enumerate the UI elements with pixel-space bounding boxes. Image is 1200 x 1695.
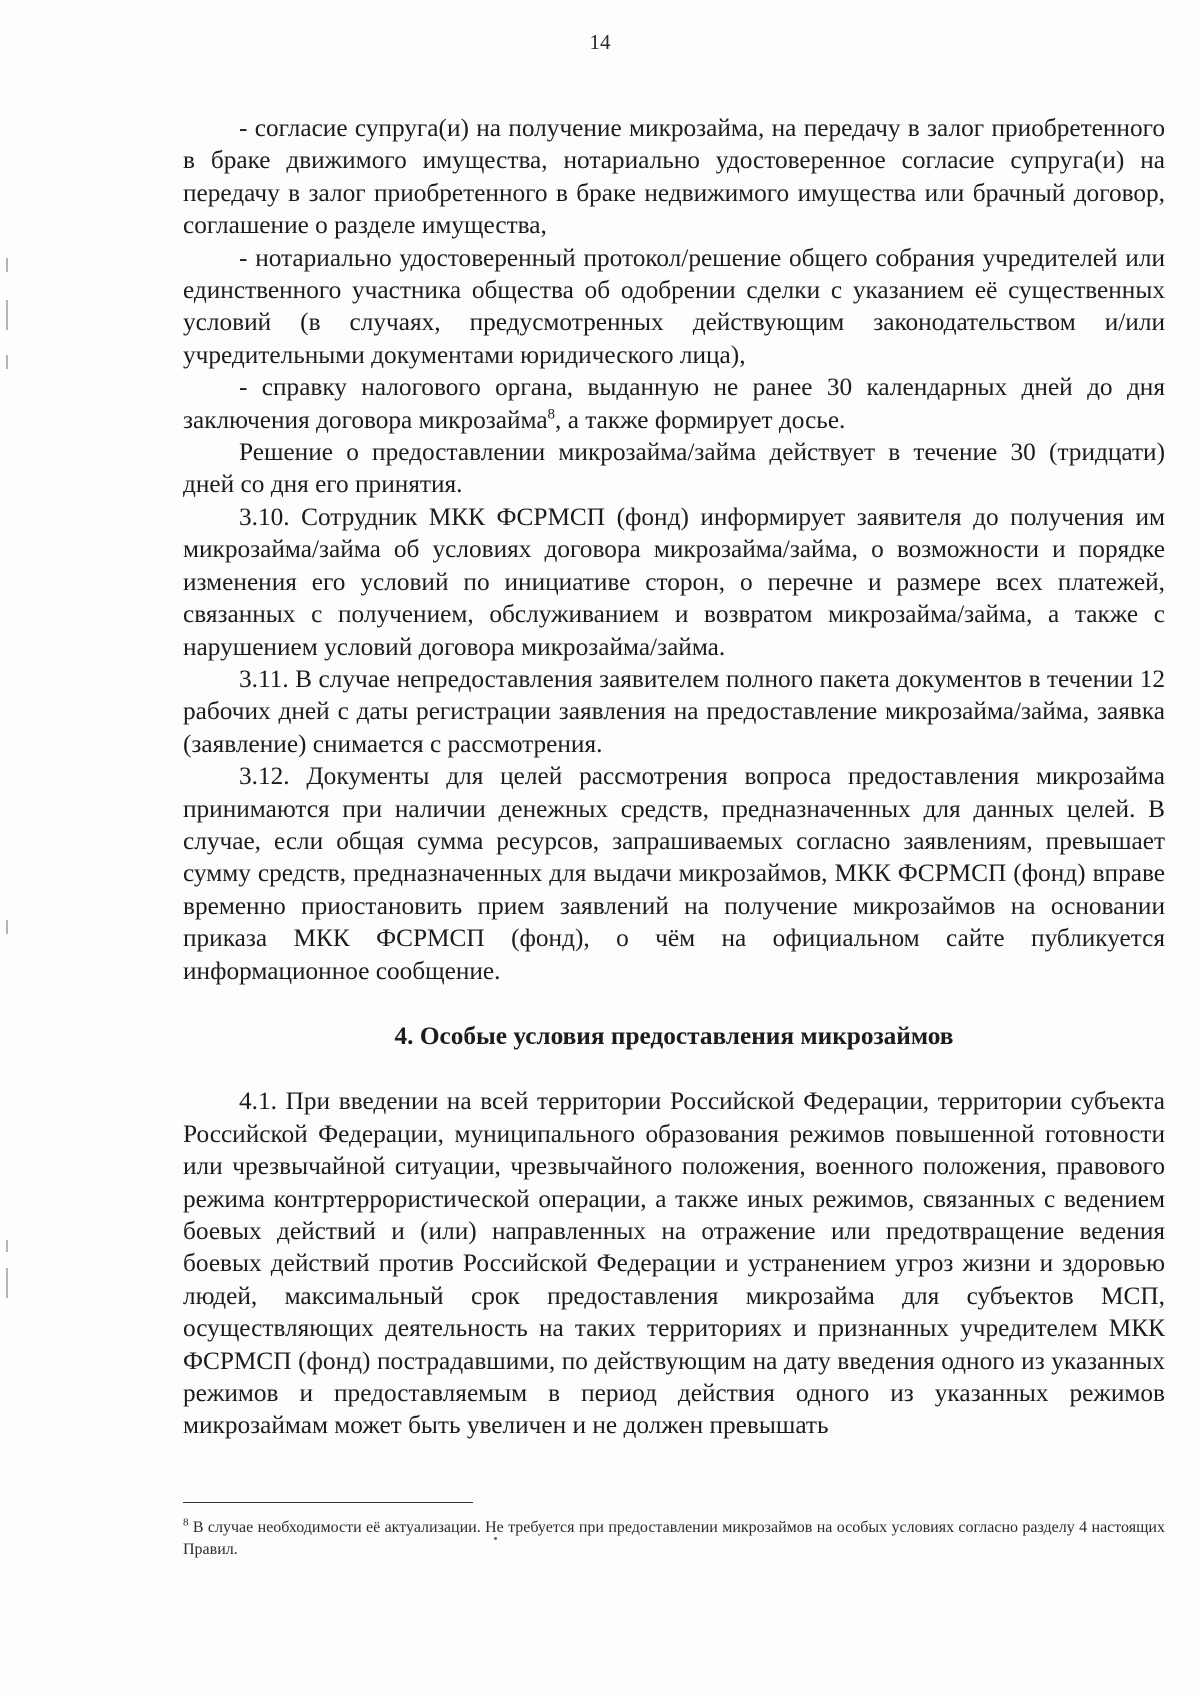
tax-certificate-text-end: , а также формирует досье. [555, 405, 846, 434]
footnote-number: 8 [183, 1516, 189, 1529]
scan-margin-mark [6, 355, 8, 369]
tax-certificate-text: - справку налогового органа, выданную не ранее 30 календарных дней до дня заключения договора микрозайма [183, 373, 1165, 434]
paragraph-4-1: 4.1. При введении на всей территории Российской Федерации, территории субъекта Российской Федерации, муниципального образования режимов повышенной готовности или чрезвычайной ситуации, чрезвычайного положения, военного положения, правового режима контртеррористической операции, а также иных режимов, связанных с ведением боевых действий и (или) направленных на отражение или предотвращение ведения боевых действий против Российской Федерации и устранением угроз жизни и здоровью людей, максимальный срок предоставления микрозайма для субъектов МСП, осуществляющих деятельность на таких территориях и признанных учредителем МКК ФСРМСП (фонд) пострадавшими, по действующим на дату введения одного из указанных режимов и предоставляемым в период действия одного из указанных режимов микрозаймам может быть увеличен и не должен превышать [183, 1087, 1165, 1440]
footnote [183, 1517, 1165, 1561]
page-number: 14 [589, 30, 611, 54]
paragraph-meeting-protocol: - нотариально удостоверенный протокол/решение общего собрания учредителей или единственного участника общества об одобрении сделки с указанием её существенных условий (в случаях, предусмотренных действующим законодательством и/или учредительными документами юридического лица), [183, 243, 1165, 369]
paragraph-spouse-consent: - согласие супруга(и) на получение микрозайма, на передачу в залог приобретенного в браке движимого имущества, нотариально удостоверенное согласие супруга(и) на передачу в залог приобретенного в браке недвижимого имущества или брачный договор, соглашение о разделе имущества, [183, 114, 1165, 240]
section-title: 4. Особые условия предоставления микрозаймов [394, 1021, 954, 1050]
paragraph-3-10: 3.10. Сотрудник МКК ФСРМСП (фонд) информирует заявителя до получения им микрозайма/займа об условиях договора микрозайма/займа, о возможности и порядке изменения его условий по инициативе сторон, о перечне и размере всех платежей, связанных с получением, обслуживанием и возвратом микрозайма/займа, а также с нарушением условий договора микрозайма/займа. [183, 502, 1165, 661]
footnote-text: В случае необходимости её актуализации. Не требуется при предоставлении микрозаймов на особых условиях согласно разделу 4 настоящих Правил. [183, 1519, 1165, 1558]
scan-margin-mark [6, 920, 8, 934]
footnote-reference: 8 [547, 406, 556, 423]
footnote-divider [183, 1502, 473, 1503]
scan-margin-mark [6, 1268, 8, 1298]
scan-margin-mark [6, 258, 8, 272]
scan-margin-mark [6, 1240, 8, 1252]
paragraph-3-11: 3.11. В случае непредоставления заявителем полного пакета документов в течении 12 рабочих дней с даты регистрации заявления на предоставление микрозайма/займа, заявка (заявление) снимается с рассмотрения. [183, 664, 1165, 758]
document-body [183, 112, 1165, 1442]
paragraph-decision-validity: Решение о предоставлении микрозайма/займа действует в течение 30 (тридцати) дней со дня его принятия. [183, 438, 1165, 499]
scan-speck [494, 1537, 497, 1540]
paragraph-tax-certificate [183, 371, 1165, 436]
scan-margin-mark [6, 300, 8, 330]
paragraph-3-12: 3.12. Документы для целей рассмотрения вопроса предоставления микрозайма принимаются при наличии денежных средств, предназначенных для данных целей. В случае, если общая сумма ресурсов, запрашиваемых согласно заявлениям, превышает сумму средств, предназначенных для выдачи микрозаймов, МКК ФСРМСП (фонд) вправе временно приостановить прием заявлений на получение микрозаймов на основании приказа МКК ФСРМСП (фонд), о чём на официальном сайте публикуется информационное сообщение. [183, 762, 1165, 985]
